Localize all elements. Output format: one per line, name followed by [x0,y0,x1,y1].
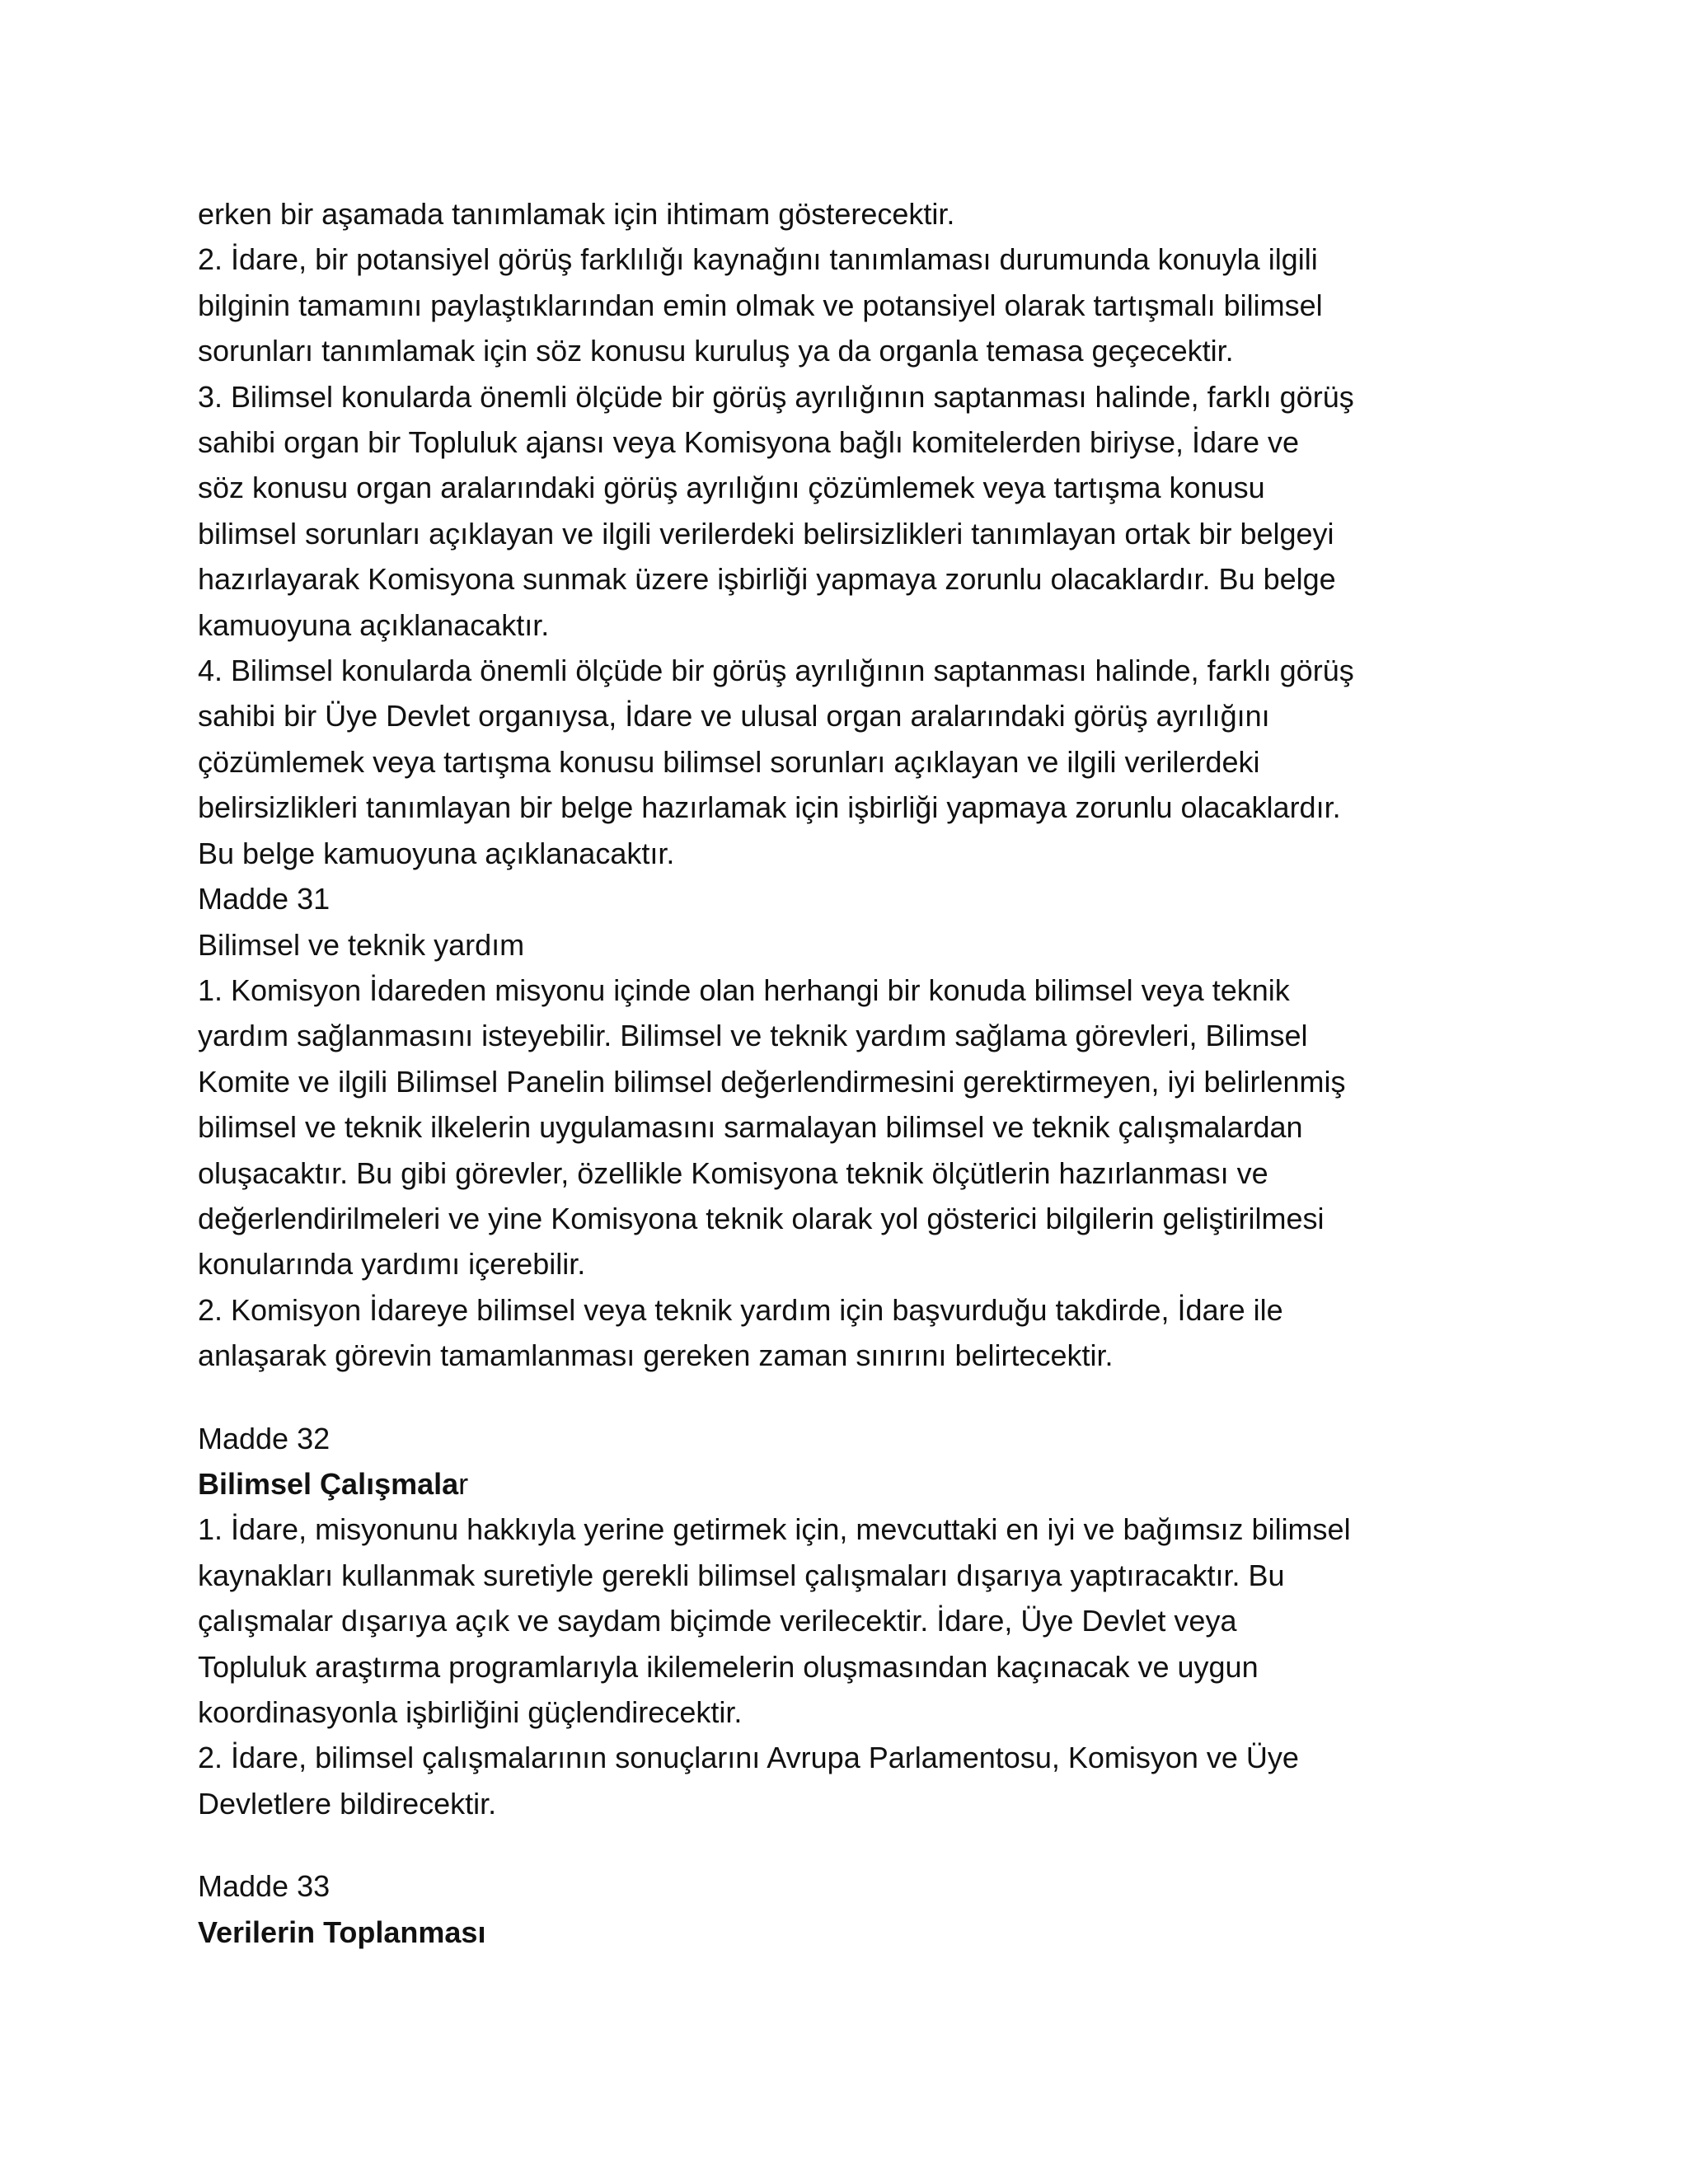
text-line: yardım sağlanmasını isteyebilir. Bilimsel ve teknik yardım sağlama görevleri, Bilimsel [198,1019,1308,1053]
article-33-heading: Madde 33 [198,1869,331,1904]
text-line: 2. İdare, bir potansiyel görüş farklılığı kaynağını tanımlaması durumunda konuyla ilgili [198,242,1318,277]
text-line: kamuoyuna açıklanacaktır. [198,607,550,642]
article-33-title: Verilerin Toplanması [198,1915,486,1949]
text-line: çözümlemek veya tartışma konusu bilimsel sorunları açıklayan ve ilgili verilerdeki [198,744,1260,779]
text-line: belirsizlikleri tanımlayan bir belge hazırlamak için işbirliği yapmaya zorunlu olacaklardır. [198,790,1341,825]
article-32-title [198,1461,1517,1507]
text-line: Devletlere bildirecektir. [198,1786,497,1821]
article-31-heading: Madde 31 [198,882,331,916]
text-line: bilimsel sorunları açıklayan ve ilgili verilerdeki belirsizlikleri tanımlayan ortak bir belgeyi [198,516,1334,551]
text-line: koordinasyonla işbirliğini güçlendirecektir. [198,1695,743,1729]
text-line: bilimsel ve teknik ilkelerin uygulamasını sarmalayan bilimsel ve teknik çalışmalardan [198,1110,1303,1145]
text-line: 1. Komisyon İdareden misyonu içinde olan herhangi bir konuda bilimsel veya teknik [198,972,1290,1007]
text-line: 2. İdare, bilimsel çalışmalarının sonuçlarını Avrupa Parlamentosu, Komisyon ve Üye [198,1741,1299,1775]
text-line: anlaşarak görevin tamamlanması gereken zaman sınırını belirtecektir. [198,1338,1114,1373]
text-line: 3. Bilimsel konularda önemli ölçüde bir görüş ayrılığının saptanması halinde, farklı görüş [198,379,1354,414]
article-32-title-rest: r [458,1466,469,1501]
text-line: değerlendirilmeleri ve yine Komisyona teknik olarak yol gösterici bilgilerin geliştirilmesi [198,1201,1325,1235]
article-31-title: Bilimsel ve teknik yardım [198,927,525,962]
text-line: kaynakları kullanmak suretiyle gerekli bilimsel çalışmaları dışarıya yaptıracaktır. Bu [198,1558,1285,1592]
text-line: Komite ve ilgili Bilimsel Panelin bilimsel değerlendirmesini gerektirmeyen, iyi belirlenmiş [198,1064,1346,1099]
paragraph-gap [198,1826,1517,1863]
paragraph-gap [198,1379,1517,1416]
text-line: sahibi bir Üye Devlet organıysa, İdare ve ulusal organ aralarındaki görüş ayrılığını [198,699,1270,733]
text-line: 4. Bilimsel konularda önemli ölçüde bir görüş ayrılığının saptanması halinde, farklı görüş [198,654,1354,688]
text-line: bilginin tamamını paylaştıklarından emin olmak ve potansiyel olarak tartışmalı bilimsel [198,288,1323,322]
text-line: erken bir aşamada tanımlamak için ihtimam gösterecektir. [198,197,955,231]
document-page [198,191,1517,1955]
text-line: söz konusu organ aralarındaki görüş ayrılığını çözümlemek veya tartışma konusu [198,471,1265,505]
text-line: sahibi organ bir Topluluk ajansı veya Komisyona bağlı komitelerden biriyse, İdare ve [198,425,1300,460]
text-line: çalışmalar dışarıya açık ve saydam biçimde verilecektir. İdare, Üye Devlet veya [198,1604,1237,1638]
text-line: 1. İdare, misyonunu hakkıyla yerine getirmek için, mevcuttaki en iyi ve bağımsız bilimsel [198,1512,1351,1547]
text-line: sorunları tanımlamak için söz konusu kuruluş ya da organla temasa geçecektir. [198,334,1234,368]
text-line: hazırlayarak Komisyona sunmak üzere işbirliği yapmaya zorunlu olacaklardır. Bu belge [198,562,1336,597]
text-line: konularında yardımı içerebilir. [198,1247,586,1282]
text-block-b [198,1507,1517,1826]
text-line: oluşacaktır. Bu gibi görevler, özellikle Komisyona teknik ölçütlerin hazırlanması ve [198,1155,1268,1190]
text-line: 2. Komisyon İdareye bilimsel veya teknik yardım için başvurduğu takdirde, İdare ile [198,1292,1283,1327]
text-block-a [198,191,1517,1379]
text-line: Topluluk araştırma programlarıyla ikilemelerin oluşmasından kaçınacak ve uygun [198,1649,1259,1684]
article-32-heading: Madde 32 [198,1421,331,1455]
text-line: Bu belge kamuoyuna açıklanacaktır. [198,836,675,870]
article-32-title-bold: Bilimsel Çalışmala [198,1466,459,1501]
